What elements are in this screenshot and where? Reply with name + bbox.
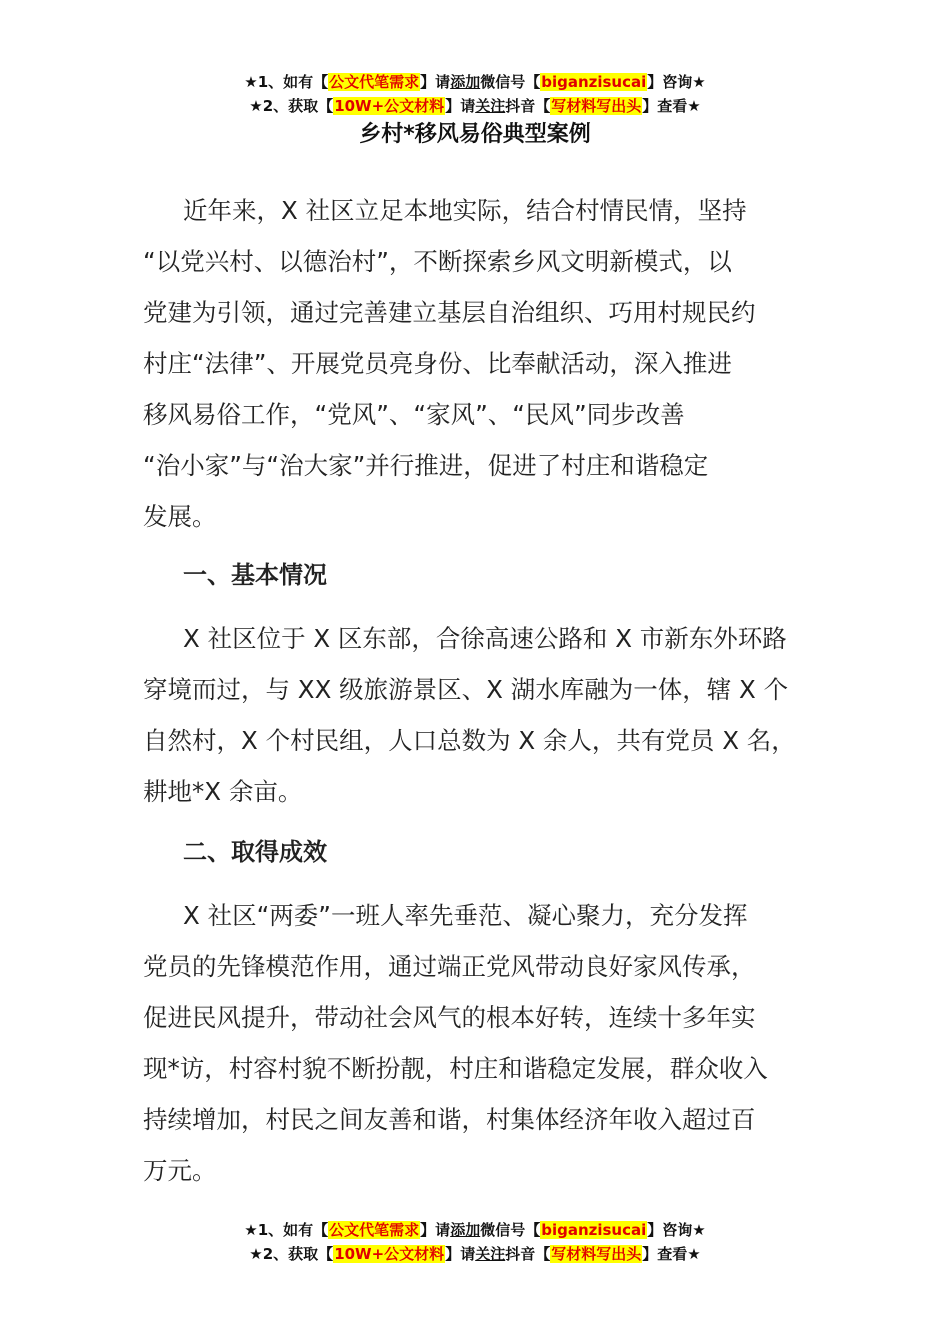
banner-text: 微信号【 (480, 73, 541, 91)
underlined-text: 关注 (475, 97, 506, 115)
banner-text: ★1、如有【 (244, 73, 329, 91)
banner-text: 】请 (420, 73, 451, 91)
banner-text: 抖音【 (505, 97, 551, 115)
banner-line-2 (0, 94, 950, 118)
page-title: 乡村*移风易俗典型案例 (359, 122, 591, 147)
text-line: 党员的先锋模范作用，通过端正党风带动良好家风传承， (143, 952, 756, 981)
section-1-paragraph (143, 613, 833, 817)
banner-text: 】请 (420, 1221, 451, 1239)
text-line: 移风易俗工作，“党风”、“家风”、“民风”同步改善 (143, 400, 685, 429)
banner-line-1 (0, 70, 950, 94)
underlined-text: 关注 (475, 1245, 506, 1263)
section-heading-results: 二、取得成效 (183, 838, 327, 866)
banner-text: ★1、如有【 (244, 1221, 329, 1239)
text-line: 自然村，X 个村民组，人口总数为 X 余人，共有党员 X 名， (143, 726, 796, 755)
text-line: 发展。 (143, 502, 217, 531)
bottom-banner (0, 1218, 950, 1266)
highlight-service: 公文代笔需求 (329, 73, 420, 91)
banner-text: ★2、获取【 (249, 1245, 334, 1263)
text-line: 万元。 (143, 1156, 217, 1185)
text-line: 耕地*X 余亩。 (143, 777, 303, 806)
section-heading-basic-info: 一、基本情况 (183, 561, 327, 589)
text-line: “以党兴村、以德治村”，不断探索乡风文明新模式，以 (143, 247, 732, 276)
banner-text: 】咨询★ (647, 73, 706, 91)
top-banner (0, 70, 950, 118)
highlight-douyin-account: 写材料写出头 (551, 97, 642, 115)
banner-text: 】咨询★ (647, 1221, 706, 1239)
banner-line-2 (0, 1242, 950, 1266)
banner-line-1 (0, 1218, 950, 1242)
text-line: 党建为引领，通过完善建立基层自治组织、巧用村规民约 (143, 298, 756, 327)
text-line: X 社区位于 X 区东部，合徐高速公路和 X 市新东外环路 (183, 624, 787, 653)
highlight-materials: 10W+公文材料 (334, 97, 445, 115)
banner-text: 】查看★ (642, 97, 701, 115)
highlight-service: 公文代笔需求 (329, 1221, 420, 1239)
text-line: 近年来，X 社区立足本地实际，结合村情民情，坚持 (183, 196, 747, 225)
banner-text: 】请 (445, 97, 476, 115)
section-2-paragraph (143, 890, 833, 1196)
highlight-douyin-account: 写材料写出头 (551, 1245, 642, 1263)
text-line: 促进民风提升，带动社会风气的根本好转，连续十多年实 (143, 1003, 756, 1032)
banner-text: ★2、获取【 (249, 97, 334, 115)
text-line: 持续增加，村民之间友善和谐，村集体经济年收入超过百 (143, 1105, 756, 1134)
banner-text: 微信号【 (480, 1221, 541, 1239)
text-line: “治小家”与“治大家”并行推进，促进了村庄和谐稳定 (143, 451, 709, 480)
text-line: 穿境而过，与 XX 级旅游景区、X 湖水库融为一体，辖 X 个 (143, 675, 789, 704)
highlight-wechat-id: biganzisucai (541, 73, 647, 91)
banner-text: 】查看★ (642, 1245, 701, 1263)
highlight-materials: 10W+公文材料 (334, 1245, 445, 1263)
banner-text: 抖音【 (505, 1245, 551, 1263)
underlined-text: 添加 (450, 1221, 481, 1239)
underlined-text: 添加 (450, 73, 481, 91)
highlight-wechat-id: biganzisucai (541, 1221, 647, 1239)
text-line: 现*访，村容村貌不断扮靓，村庄和谐稳定发展，群众收入 (143, 1054, 768, 1083)
text-line: 村庄“法律”、开展党员亮身份、比奉献活动，深入推进 (143, 349, 732, 378)
text-line: X 社区“两委”一班人率先垂范、凝心聚力，充分发挥 (183, 901, 748, 930)
intro-paragraph (143, 185, 833, 542)
banner-text: 】请 (445, 1245, 476, 1263)
